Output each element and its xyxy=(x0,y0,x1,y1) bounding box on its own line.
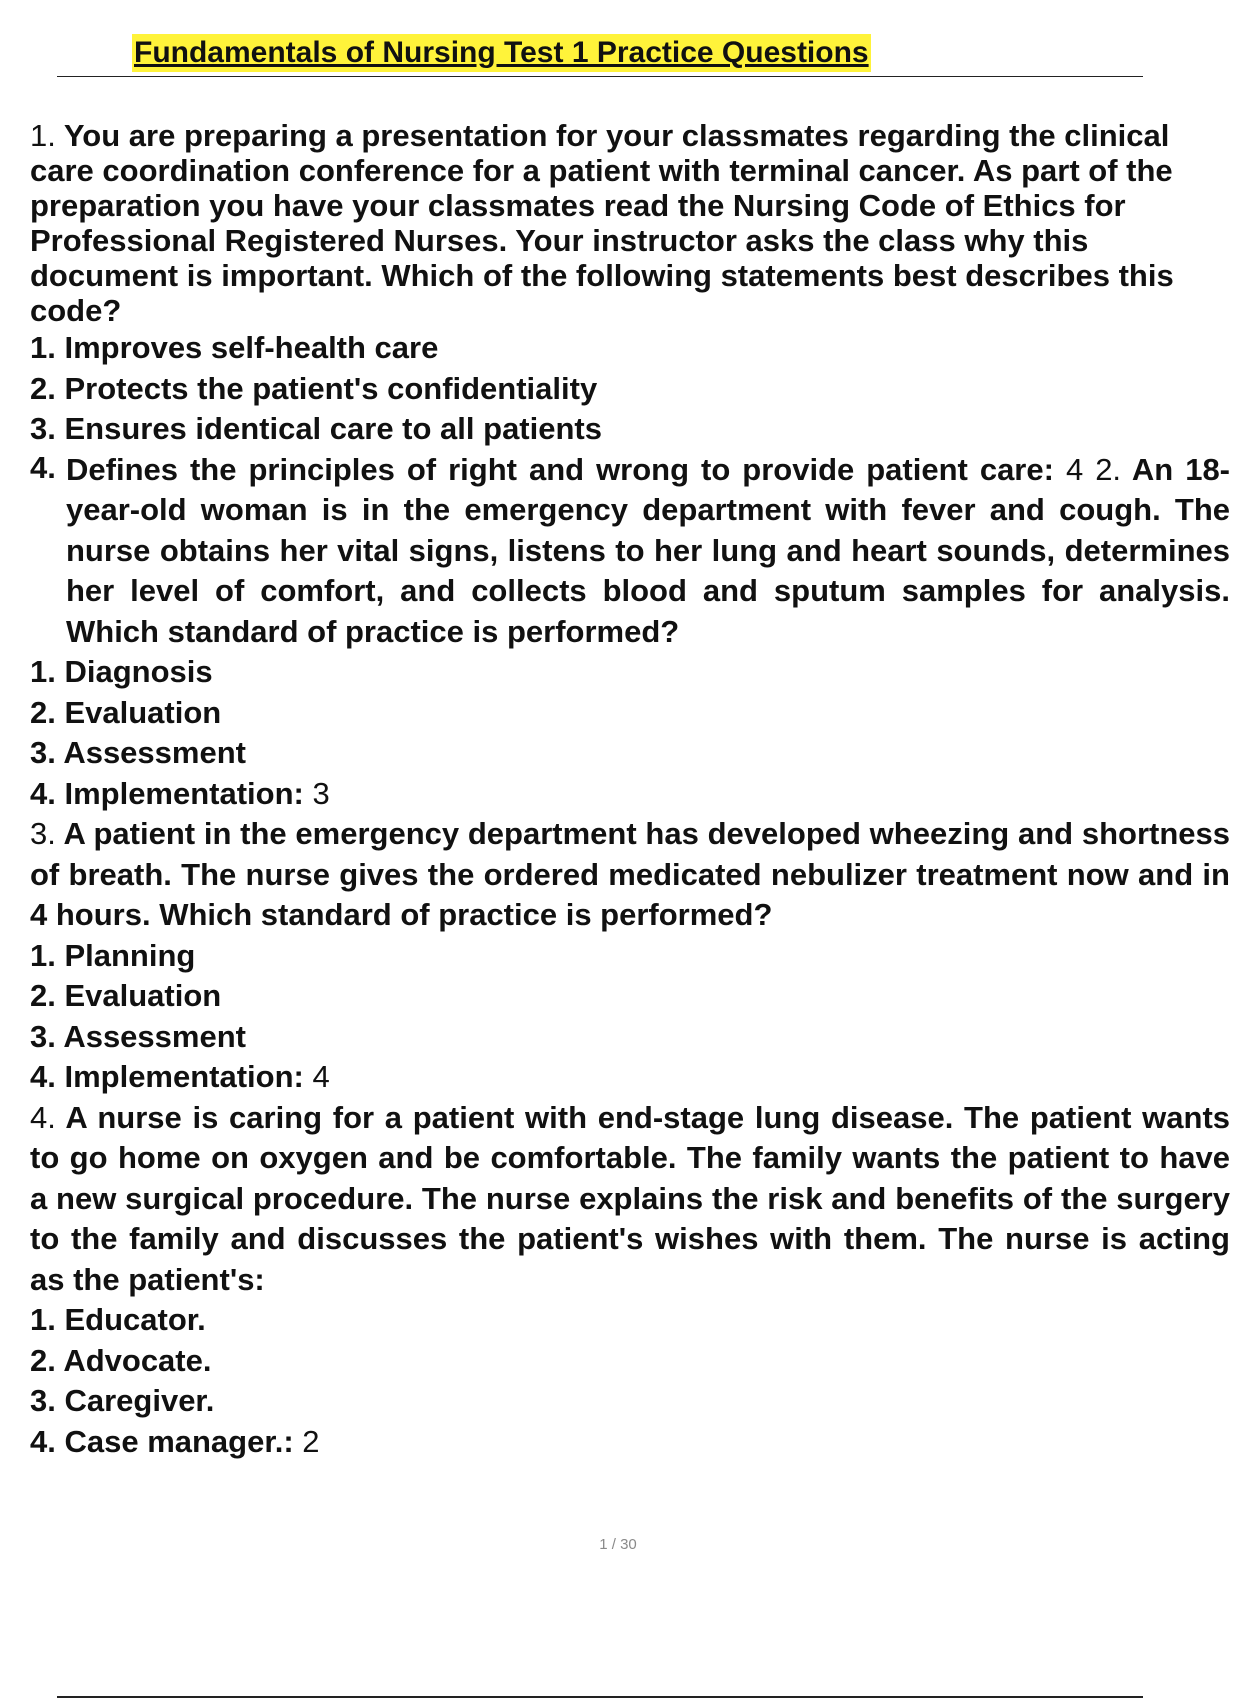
question-1-option-4-with-question-2 xyxy=(30,449,1231,653)
question-3-option-3: 3. Assessment xyxy=(30,1018,246,1054)
question-3-option-1: 1. Planning xyxy=(30,937,196,973)
question-1-number: 1. xyxy=(30,118,56,153)
question-3-stem xyxy=(30,814,1230,936)
question-list xyxy=(30,118,1231,1462)
question-3-option-2: 2. Evaluation xyxy=(30,978,222,1013)
question-2-answer: 3 xyxy=(312,775,330,811)
question-4-stem xyxy=(30,1098,1230,1301)
document-title: Fundamentals of Nursing Test 1 Practice Questions xyxy=(132,34,871,72)
question-3-number: 3. xyxy=(30,816,56,851)
page-indicator: 1 / 30 xyxy=(599,1536,637,1553)
question-4-answer: 2 xyxy=(302,1423,320,1459)
question-1-stem xyxy=(30,118,1190,328)
question-2-number: 2. xyxy=(1095,451,1122,487)
question-2-option-2: 2. Evaluation xyxy=(30,694,222,730)
question-4-option-2: 2. Advocate. xyxy=(30,1342,212,1378)
question-4-text: A nurse is caring for a patient with end-stage lung disease. The patient wants to go home on oxygen and be comfortable. The family wants the patient to have a new surgical procedure. The nurse explains the risk and benefits of the surgery to the family and discusses the patient's wishes with them. The nurse is acting as the patient's: xyxy=(30,1099,1231,1297)
question-4-option-4: 4. Case manager.: xyxy=(30,1423,294,1459)
question-3-text: A patient in the emergency department has developed wheezing and shortness of breath. The nurse gives the ordered medicated nebulizer treatment now and in 4 hours. Which standard of practice is performed? xyxy=(30,816,1230,932)
question-2-option-3: 3. Assessment xyxy=(30,735,246,770)
question-1-option-4-body xyxy=(66,450,1230,653)
question-1-option-2: 2. Protects the patient's confidentiality xyxy=(30,370,598,406)
question-3-answer: 4 xyxy=(312,1059,330,1094)
question-2-stem: An 18-year-old woman is in the emergency department with fever and cough. The nurse obtains her vital signs, listens to her lung and heart sounds, determines her level of comfort, and collects blood and sputum samples for analysis. Which standard of practice is performed? xyxy=(66,451,1231,649)
question-2-option-1: 1. Diagnosis xyxy=(30,654,213,689)
question-1-option-1: 1. Improves self-health care xyxy=(30,330,439,365)
bottom-rule xyxy=(57,1696,1143,1698)
question-2-option-4-row xyxy=(30,774,1200,815)
question-4-number: 4. xyxy=(30,1099,56,1135)
question-4-option-4-row xyxy=(30,1422,1200,1463)
question-1-option-4-prefix: 4. xyxy=(30,449,56,485)
question-1-option-4: Defines the principles of right and wrong to provide patient care: xyxy=(66,451,1054,487)
question-4-option-1: 1. Educator. xyxy=(30,1302,206,1337)
question-3-option-4: 4. Implementation: xyxy=(30,1059,304,1094)
question-1-option-3: 3. Ensures identical care to all patients xyxy=(30,411,602,446)
title-rule xyxy=(57,30,1143,77)
question-2-option-4: 4. Implementation: xyxy=(30,775,304,811)
question-1-text: You are preparing a presentation for your classmates regarding the clinical care coordination conference for a patient with terminal cancer. As part of the preparation you have your classmates read the Nursing Code of Ethics for Professional Registered Nurses. Your instructor asks the class why this document is important. Which of the following statements best describes this code? xyxy=(30,118,1174,328)
question-3-option-4-row xyxy=(30,1057,1200,1098)
question-1-answer: 4 xyxy=(1065,451,1084,487)
question-4-option-3: 3. Caregiver. xyxy=(30,1383,215,1418)
